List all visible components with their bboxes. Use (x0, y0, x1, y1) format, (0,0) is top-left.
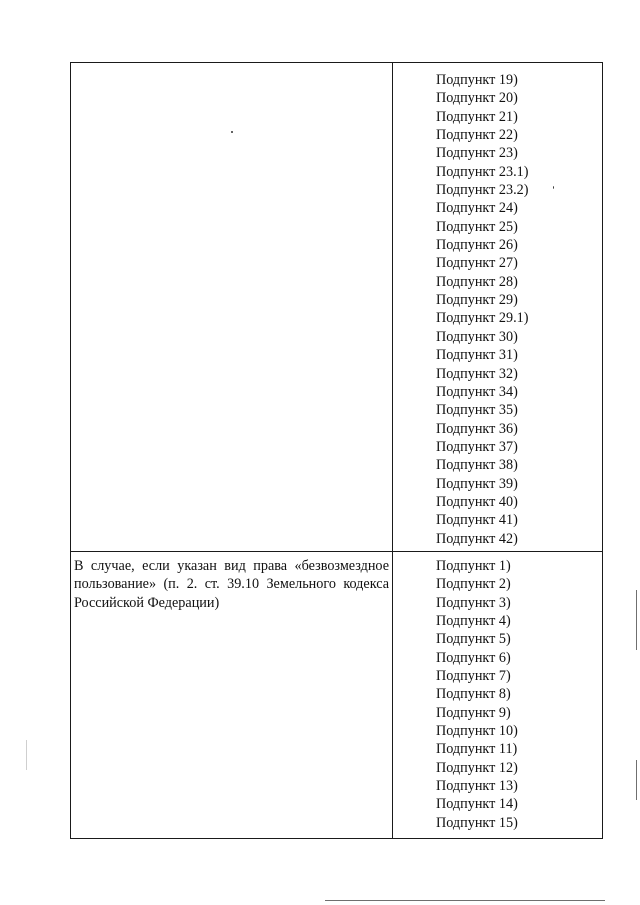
subitem-entry: Подпункт 32) (436, 365, 518, 382)
subitem-entry: Подпункт 39) (436, 475, 518, 492)
condition-text (71, 63, 392, 68)
scan-edge-mark (636, 590, 637, 650)
subitem-entry: Подпункт 24) (436, 200, 518, 217)
subitem-entry: Подпункт 9) (436, 704, 511, 721)
subitem-entry: Подпункт 14) (436, 796, 518, 813)
subitem-entry: Подпункт 31) (436, 347, 518, 364)
subitem-entry: Подпункт 20) (436, 90, 518, 107)
subitem-entry: Подпункт 6) (436, 649, 511, 666)
subitem-entry: Подпункт 22) (436, 127, 518, 144)
subitem-entry: Подпункт 29) (436, 292, 518, 309)
subitem-entry: Подпункт 41) (436, 512, 518, 529)
subitem-entry: Подпункт 10) (436, 723, 518, 740)
subitem-entry: Подпункт 37) (436, 438, 518, 455)
subitem-entry: Подпункт 12) (436, 759, 518, 776)
condition-cell (71, 63, 393, 552)
subitem-entry: Подпункт 34) (436, 383, 518, 400)
subitem-entry: Подпункт 4) (436, 613, 511, 630)
subitem-list (393, 63, 602, 548)
subitem-entry: Подпункт 2) (436, 576, 511, 593)
scan-speck (231, 131, 233, 133)
subitem-entry: Подпункт 5) (436, 631, 511, 648)
subitem-entry: Подпункт 11) (436, 741, 518, 758)
subitem-entry: Подпункт 35) (436, 402, 518, 419)
subitem-entry: Подпункт 25) (436, 218, 518, 235)
condition-text: В случае, если указан вид права «безвозмездное пользование» (п. 2. ст. 39.10 Земельного кодекса Российской Федерации) (74, 558, 389, 611)
subitem-entry: Подпункт 21) (436, 108, 518, 125)
scan-edge-mark (26, 740, 27, 770)
subitem-entry: Подпункт 23.2) (436, 182, 529, 199)
subitem-entry: Подпункт 19) (436, 72, 518, 88)
subitem-entry: Подпункт 27) (436, 255, 518, 272)
condition-cell (71, 552, 393, 839)
subitem-entry: Подпункт 26) (436, 237, 518, 254)
subitem-entry: Подпункт 29.1) (436, 310, 529, 327)
subitem-list (393, 552, 602, 832)
subitem-entry: Подпункт 8) (436, 686, 511, 703)
subitem-entry: Подпункт 1) (436, 558, 511, 574)
subitem-entry: Подпункт 23.1) (436, 163, 529, 180)
table-row (71, 63, 603, 552)
subitem-entry: Подпункт 40) (436, 493, 518, 510)
subitems-cell (393, 552, 603, 839)
subitem-entry: Подпункт 13) (436, 778, 518, 795)
requirements-table (70, 62, 603, 839)
table-row (71, 552, 603, 839)
subitem-entry: Подпункт 28) (436, 273, 518, 290)
subitem-entry: Подпункт 3) (436, 594, 511, 611)
subitem-entry: Подпункт 15) (436, 814, 518, 831)
subitem-entry: Подпункт 7) (436, 668, 511, 685)
scan-speck (553, 186, 554, 189)
subitem-entry: Подпункт 42) (436, 530, 518, 547)
subitems-cell (393, 63, 603, 552)
scan-bottom-line (325, 900, 605, 901)
subitem-entry: Подпункт 23) (436, 145, 518, 162)
subitem-entry: Подпункт 38) (436, 457, 518, 474)
scan-edge-mark (636, 760, 637, 800)
subitem-entry: Подпункт 30) (436, 328, 518, 345)
subitem-entry: Подпункт 36) (436, 420, 518, 437)
